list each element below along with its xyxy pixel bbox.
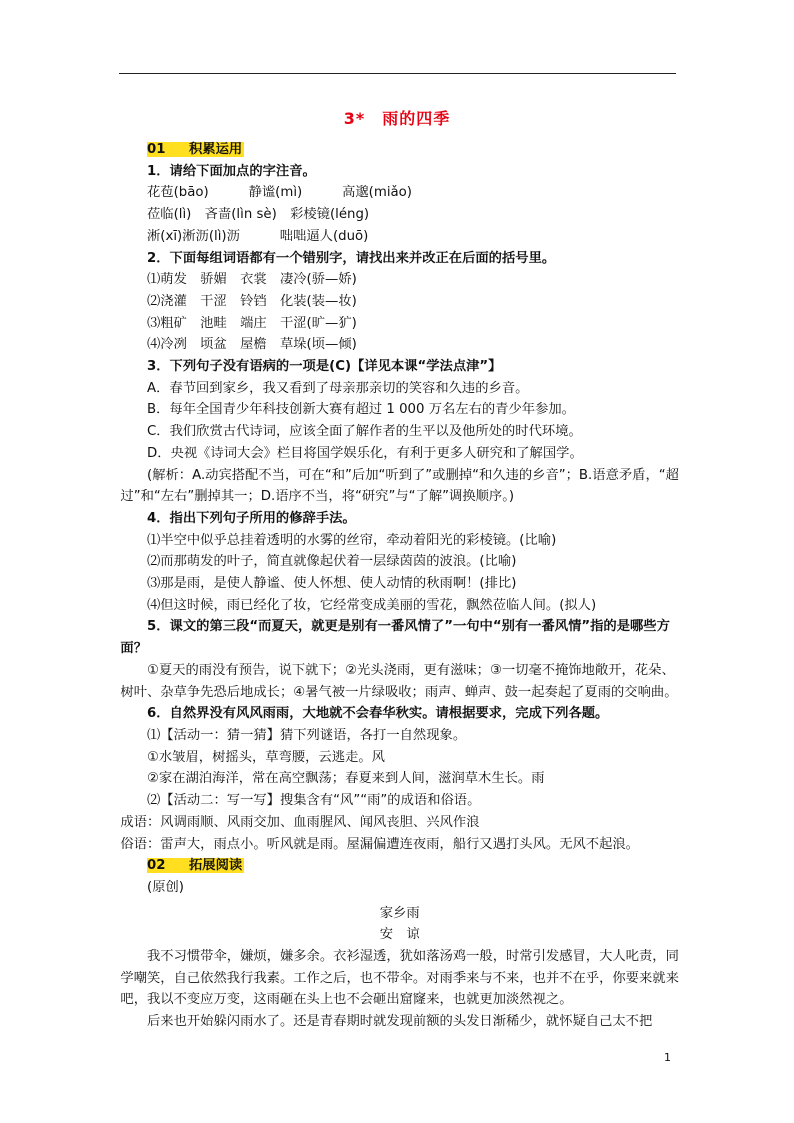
page-number: 1 xyxy=(664,1051,671,1064)
reading-source: (原创) xyxy=(147,879,184,895)
question-4-item: ⑶那是雨，是使人静谧、使人怀想、使人动情的秋雨啊！(排比) xyxy=(147,576,517,592)
question-4-stem: 4．指出下列句子所用的修辞手法。 xyxy=(147,510,356,526)
question-2-item: ⑶粗矿 池畦 端庄 干涩(旷—犷) xyxy=(147,315,357,331)
question-4-item: ⑴半空中似乎总挂着透明的水雾的丝帘，牵动着阳光的彩棱镜。(比喻) xyxy=(147,532,557,548)
question-3-option: D．央视《诗词大会》栏目将国学娱乐化，有利于更多人研究和了解国学。 xyxy=(147,445,583,461)
question-3-analysis: (解析：A.动宾搭配不当，可在“和”后加“听到了”或删掉“和久违的乡音”；B.语意矛盾，“超过”和“左右”删掉其一；D.语序不当，将“研究”与“了解”调换顺序。) xyxy=(120,467,679,505)
section-heading-reading xyxy=(147,855,679,877)
question-1-row: 莅临(lì) 吝啬(lìn sè) 彩棱镜(léng) xyxy=(147,207,370,223)
question-3-option: B．每年全国青少年科技创新大赛有超过 1 000 万名左右的青少年参加。 xyxy=(147,402,575,418)
section-number: 02 xyxy=(147,858,166,874)
reading-author: 安 谅 xyxy=(379,927,420,943)
question-1-row: 花苞(bāo) 静谧(mì) 高邈(miǎo) xyxy=(147,185,412,201)
idioms-answer: 成语：风调雨顺、风雨交加、血雨腥风、闻风丧胆、兴风作浪 xyxy=(120,814,480,830)
question-5-stem: 5．课文的第三段“而夏天，就更是别有一番风情了”一句中“别有一番风情”指的是哪些方面？ xyxy=(120,619,670,657)
question-5-answer: ①夏天的雨没有预告，说下就下；②光头浇雨，更有滋味；③一切毫不掩饰地敞开，花朵、树叶、杂草争先恐后地成长；④暑气被一片绿吸收；雨声、蝉声、鼓一起奏起了夏雨的交响曲。 xyxy=(120,662,678,700)
page-title: 3* 雨的四季 xyxy=(343,109,451,128)
sayings-answer: 俗语：雷声大，雨点小。听风就是雨。屋漏偏遭连夜雨，船行又遇打头风。无风不起浪。 xyxy=(120,836,639,852)
question-2-item: ⑴萌发 骄媚 衣裳 凄冷(骄—娇) xyxy=(147,272,357,288)
question-2-item: ⑵浇灌 干涩 铃铛 化装(装—妆) xyxy=(147,293,357,309)
question-1-row: 淅(xī)淅沥(lì)沥 咄咄逼人(duō) xyxy=(147,228,369,244)
question-2-item: ⑷冷冽 顷盆 屋檐 草垛(顷—倾) xyxy=(147,337,357,353)
question-4-item: ⑷但这时候，雨已经化了妆，它经常变成美丽的雪花，飘然莅临人间。(拟人) xyxy=(147,597,597,613)
riddle-1: ①水皱眉，树摇头，草弯腰，云逃走。风 xyxy=(147,749,385,765)
question-2-stem: 2．下面每组词语都有一个错别字，请找出来并改正在后面的括号里。 xyxy=(147,250,556,266)
question-3-option: A．春节回到家乡，我又看到了母亲那亲切的笑容和久违的乡音。 xyxy=(147,380,529,396)
question-6-stem: 6．自然界没有风风雨雨，大地就不会春华秋实。请根据要求，完成下列各题。 xyxy=(147,706,609,722)
activity-1-label: ⑴【活动一：猜一猜】猜下列谜语，各打一自然现象。 xyxy=(147,727,467,743)
reading-title: 家乡雨 xyxy=(379,905,420,921)
section-label: 积累运用 xyxy=(189,142,243,157)
riddle-2: ②家在湖泊海洋，常在高空飘荡；春夏来到人间，滋润草木生长。雨 xyxy=(147,771,545,787)
activity-2-label: ⑵【活动二：写一写】搜集含有“风”“雨”的成语和俗语。 xyxy=(147,793,481,809)
section-heading-accumulation xyxy=(147,139,679,161)
reading-paragraph: 我不习惯带伞，嫌烦，嫌多余。衣衫湿透，犹如落汤鸡一般，时常引发感冒，大人叱责，同学嘲笑，自己依然我行我素。工作之后，也不带伞。对雨季来与不来，也并不在乎，你要来就来吧，我以不变应万变，这雨砸在头上也不会砸出窟窿来，也就更加淡然视之。 xyxy=(120,949,679,1008)
reading-paragraph: 后来也开始躲闪雨水了。还是青春期时就发现前额的头发日渐稀少，就怀疑自己太不把 xyxy=(147,1014,653,1030)
question-3-stem: 3．下列句子没有语病的一项是(C)【详见本课“学法点津”】 xyxy=(147,359,502,375)
header-rule xyxy=(119,73,676,74)
section-number: 01 xyxy=(147,142,166,157)
question-4-item: ⑵而那萌发的叶子，简直就像起伏着一层绿茵茵的波浪。(比喻) xyxy=(147,554,517,570)
section-label: 拓展阅读 xyxy=(189,858,243,874)
question-3-option: C．我们欣赏古代诗词，应该全面了解作者的生平以及他所处的时代环境。 xyxy=(147,424,582,440)
question-1-stem: 1．请给下面加点的字注音。 xyxy=(147,163,316,179)
document-body xyxy=(120,139,679,1033)
